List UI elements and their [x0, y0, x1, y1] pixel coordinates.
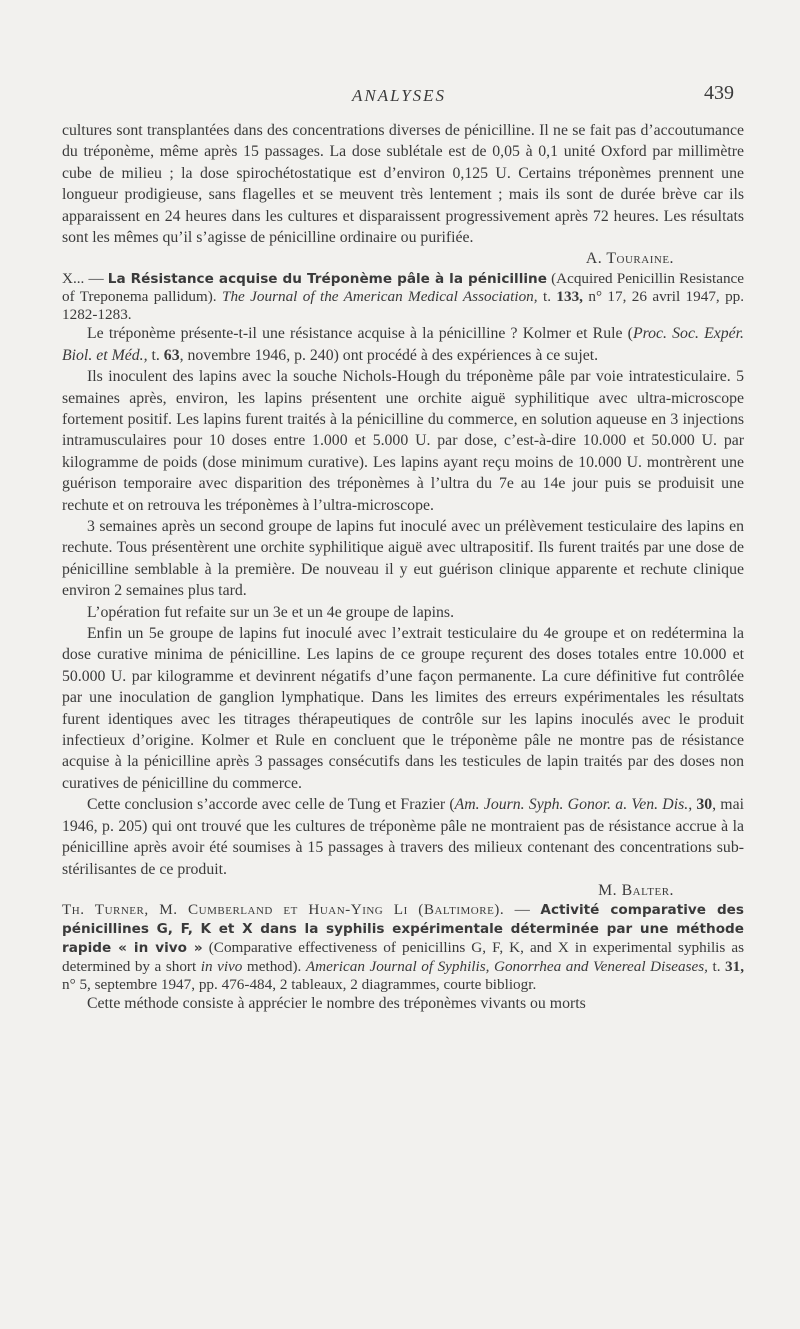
- entry-1-paragraph-1: [62, 323, 744, 366]
- entry-1-paragraph-5: Enfin un 5e groupe de lapins fut inoculé avec l’extrait testiculaire du 4e groupe et on redétermina la dose curative minima de pénicilline. Les lapins de ce groupe reçurent des doses totales entre 10.000 et 50.000 U. par kilogramme et devinrent négatifs d’une façon permanente. La cure définitive fut contrôlée par une inoculation de ganglion lymphatique. Dans les limites des erreurs expérimentales les résultats furent identiques avec les titrages thérapeutiques de contrôle sur les lapins inoculés avec le produit infectieux d’origine. Kolmer et Rule en concluent que le tréponème pâle ne montre pas de résistance acquise à la pénicilline après 3 passages consécutifs dans les testicules de lapin traités par des doses non curatives de pénicilline du commerce.: [62, 625, 744, 792]
- page-content: [62, 120, 744, 1015]
- entry-1-title: La Résistance acquise du Tréponème pâle à la pénicilline: [107, 270, 547, 287]
- e1p6-volume: 30: [696, 796, 713, 814]
- signature-balter: M. Balter.: [598, 881, 674, 899]
- entry-1-header: [62, 270, 744, 324]
- entry-2-details: n° 5, septembre 1947, pp. 476-484, 2 tableaux, 2 diagrammes, courte bibliogr.: [62, 975, 537, 993]
- entry-1-paragraph-6: [62, 794, 744, 880]
- e1p1-reference: Proc. Soc. Expér. Biol. et Méd.,: [62, 325, 744, 364]
- e1p6-reference: Am. Journ. Syph. Gonor. a. Ven. Dis.,: [454, 796, 693, 814]
- intro-paragraph: cultures sont transplantées dans des concentrations diverses de pénicilline. Il ne se fait pas d’accoutumance du tréponème, même après 15 passages. La dose sublétale est de 0,05 à 0,1 unité Oxford par millimètre cube de milieu ; la dose spirochétostatique est d’environ 0,125 U. Certains tréponèmes prennent une longueur prodigieuse, sans flagelles et se meuvent très lentement ; mais ils sont de durée brève car ils apparaissent en 24 heures dans les cultures et disparaissent progressivement après 72 heures. Les résultats sont les mêmes qu’il s’agisse de pénicilline ordinaire ou purifiée.: [62, 122, 744, 247]
- entry-2-authors: Th. Turner, M. Cumberland et Huan-Ying Li (Baltimore). —: [62, 901, 531, 919]
- page-number: 439: [704, 82, 734, 104]
- e1p1-text-a: Le tréponème présente-t-il une résistance acquise à la pénicilline ? Kolmer et Rule (: [87, 325, 633, 343]
- entry-2-english-a: (Comparative effectiveness of penicillins G, F, K, and X in experimental syphilis as determined by a short: [62, 938, 744, 975]
- e1p1-volume: 63: [163, 346, 180, 364]
- entry-2-title: Activité comparative des pénicillines G, F, K et X dans la syphilis expérimentale déterminée par une méthode rapide « in vivo »: [62, 902, 744, 956]
- entry-2-english-italic: in vivo: [200, 957, 243, 975]
- entry-1-paragraph-4: L’opération fut refaite sur un 3e et un 4e groupe de lapins.: [87, 603, 455, 621]
- entry-1-english-title: (Acquired Penicillin Resistance of Treponema pallidum).: [62, 269, 745, 306]
- entry-2-journal: American Journal of Syphilis, Gonorrhea and Venereal Diseases,: [305, 957, 708, 975]
- signature-row-2: [62, 880, 744, 901]
- entry-1-paragraph-3: 3 semaines après un second groupe de lapins fut inoculé avec un prélèvement testiculaire des lapins en rechute. Tous présentèrent une orchite syphilitique aiguë avec ultrapositif. Ils furent traités par une dose de pénicilline semblable à la première. De nouveau il y eut guérison clinique apparente et rechute clinique environ 2 semaines plus tard.: [62, 518, 744, 600]
- entry-1-vol-pre: t.: [542, 288, 551, 306]
- e1p1-text-b: , novembre 1946, p. 240) ont procédé à des expériences à ce sujet.: [179, 346, 599, 364]
- e1p1-t: t.: [147, 346, 164, 364]
- e1p6-text-b: , mai 1946, p. 205) qui ont trouvé que les cultures de tréponème pâle ne montraient pas de résistance accrue à la pénicilline après avoir été soumises à 15 passages à travers des milieux contenant des concentrations sub-stérilisantes de ce produit.: [62, 796, 744, 878]
- signature-touraine: A. Touraine.: [585, 250, 674, 268]
- page-header: [64, 82, 734, 112]
- entry-2-first-line: Cette méthode consiste à apprécier le nombre des tréponèmes vivants ou morts: [87, 995, 586, 1013]
- entry-2-vol-pre: t.: [712, 957, 721, 975]
- entry-1-journal: The Journal of the American Medical Association,: [222, 288, 538, 306]
- entry-2-volume: 31,: [725, 957, 745, 975]
- entry-1-author: X... —: [62, 269, 104, 287]
- entry-1-volume: 133,: [556, 288, 583, 306]
- entry-1-paragraph-2: Ils inoculent des lapins avec la souche Nichols-Hough du tréponème pâle par voie intratesticulaire. 5 semaines après, environ, les lapins présentent une orchite aiguë syphilitique avec ultra-microscope fortement positif. Les lapins furent traités à la pénicilline du commerce, en solution aqueuse en 3 injections intramusculaires pour 10 doses entre 1.000 et 5.000 U. par dose, c’est-à-dire 10.000 et 50.000 U. par kilogramme de poids (dose minimum curative). Les lapins ayant reçu moins de 10.000 U. montrèrent une guérison temporaire avec disparition des tréponèmes à l’ultra du 7e au 14e jour puis se produisit une rechute et on retrouva les tréponèmes à l’ultra-microscope.: [62, 368, 744, 514]
- entry-2-english-b: method).: [246, 957, 302, 975]
- running-title: ANALYSES: [351, 86, 447, 105]
- entry-2-header: [62, 901, 744, 993]
- entry-1-details: n° 17, 26 avril 1947, pp. 1282-1283.: [62, 288, 745, 323]
- e1p6-text-a: Cette conclusion s’accorde avec celle de Tung et Frazier (: [87, 796, 455, 814]
- signature-row: [62, 248, 744, 269]
